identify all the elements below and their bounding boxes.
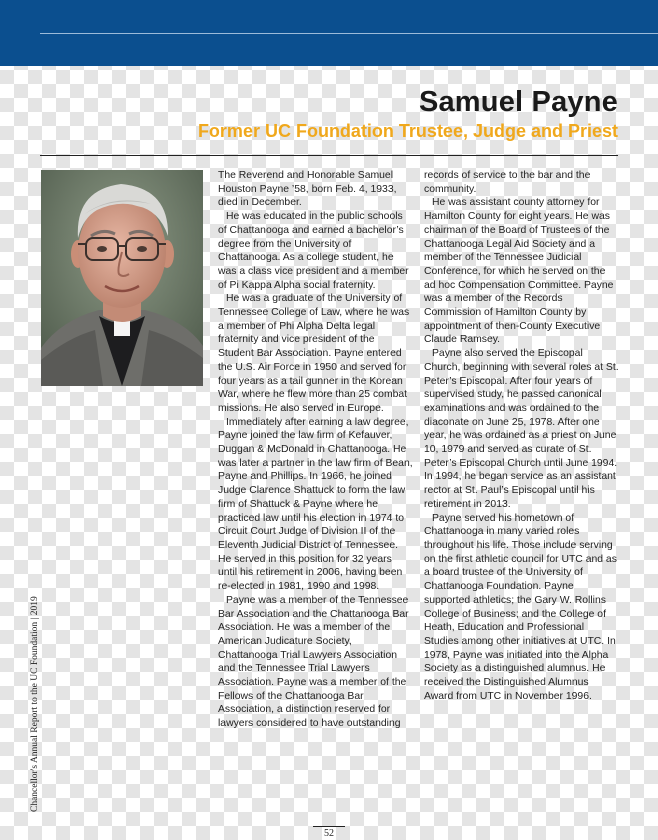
paragraph: Payne was a member of the Tennessee Bar Association and the Chattanooga Bar Association. He was a member of the American Judicature Society, Chattanooga Trial Lawyers Association and the Tennessee Trial Lawyers Association. Payne was a member of the Fellows of the Chattanooga Bar Association, a distinction reserved for lawyers considered to have outstanding	[218, 594, 409, 730]
page-subtitle: Former UC Foundation Trustee, Judge and Priest	[197, 121, 618, 141]
portrait-illustration	[41, 170, 203, 386]
portrait-photo	[41, 170, 203, 386]
running-footer-vertical	[30, 572, 46, 822]
paragraph: He was educated in the public schools of Chattanooga and earned a bachelor’s degree from the University of Chattanooga. As a college student, he was a class vice president and a member of Pi Kappa Alpha social fraternity.	[218, 211, 409, 291]
paragraph: He was assistant county attorney for Hamilton County for eight years. He was chairman of the Board of Trustees of the Chattanooga Legal Aid Society and a member of the Tennessee Judicial Conference, for which he served on the ad hoc Compensation Committee. Payne was a member of the Records Commission of Hamilton County by appointment of then-County Executive Claude Ramsey.	[424, 197, 614, 346]
article-column-1	[218, 169, 413, 731]
paragraph: records of service to the bar and the community.	[424, 170, 591, 195]
article-column-2	[424, 169, 619, 703]
running-footer-text: Chancellor's Annual Report to the UC Foundation | 2019	[30, 596, 40, 812]
title-divider	[40, 155, 618, 156]
paragraph: The Reverend and Honorable Samuel Houston Payne ’58, born Feb. 4, 1933, died in December.	[218, 170, 397, 209]
page-number: 52	[313, 826, 345, 839]
page-title: Samuel Payne	[418, 86, 618, 118]
paragraph: Payne served his hometown of Chattanooga in many varied roles throughout his life. Those include serving on the first athletic council for UTC and as a board trustee of the University of Chattanooga Foundation. Payne supported athletics; the Gary W. Rollins College of Business; and the College of Heath, Education and Professional Studies among other initiatives at UTC. In 1978, Payne was initiated into the Alpha Society as a distinguished alumnus. He received the Distinguished Alumnus Award from UTC in November 1996.	[424, 512, 617, 702]
paragraph: Payne also served the Episcopal Church, beginning with several roles at St. Peter’s Episcopal. After four years of supervised study, he passed canonical examinations and was ordained to the diaconate on June 25, 1978. After one year, he was ordained as a priest on June 10, 1979 and served as curate of St. Peter’s Episcopal Church until June 1994. In 1994, he began service as an assistant rector at St. Paul’s Episcopal until his retirement in 2013.	[424, 348, 619, 510]
paragraph: Immediately after earning a law degree, Payne joined the law firm of Kefauver, Duggan & McDonald in Chattanooga. He was later a partner in the law firm of Bean, Payne and Phillips. In 1966, he joined Judge Clarence Shattuck to form the law firm of Shattuck & Payne where he practiced law until his election in 1974 to Circuit Court Judge of Division II of the Eleventh Judicial District of Tennessee. He served in this position for 32 years until his retirement in 2006, having been re-elected in 1981, 1990 and 1998.	[218, 416, 413, 593]
header-banner	[0, 0, 658, 66]
banner-rule	[40, 33, 658, 34]
paragraph: He was a graduate of the University of Tennessee College of Law, where he was a member of Phi Alpha Delta legal fraternity and vice president of the Student Bar Association. Payne entered the U.S. Air Force in 1950 and served for four years as a tail gunner in the Korean War, where he flew more than 25 combat missions. He also served in Europe.	[218, 293, 410, 414]
